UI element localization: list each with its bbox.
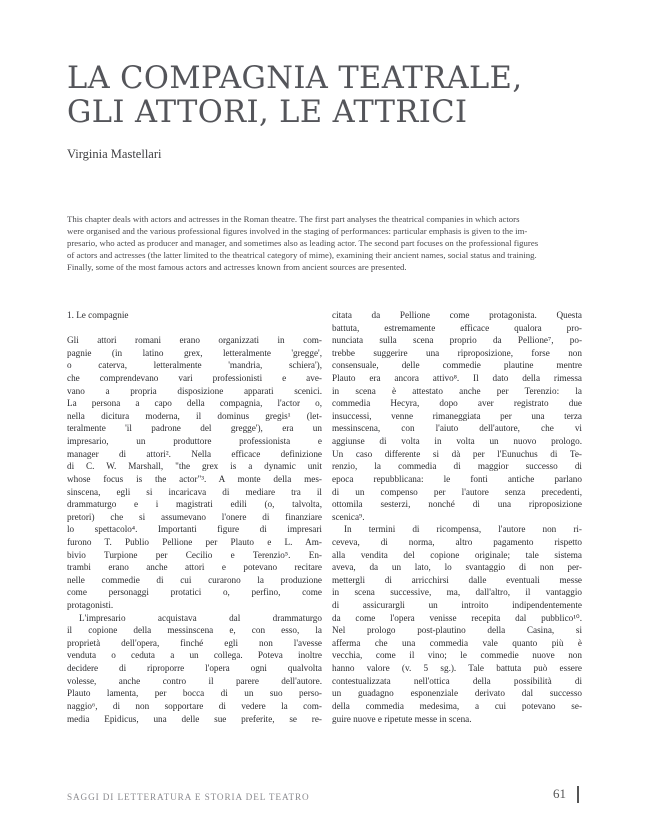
body-text-line: sinscena, egli si incaricava di mediare tra il [67,486,322,497]
body-text-line: afferma che una commedia vale quanto più è [332,637,582,648]
body-text-line: da come l'opera venisse recepita dal pubblico¹⁰. [332,612,582,623]
body-text-line: di un compenso per l'autore senza precedenti, [332,486,582,497]
chapter-title-line: LA COMPAGNIA TEATRALE, [67,61,523,96]
body-text-line: protagonisti. [67,600,114,611]
body-text-line: Nel prologo post-plautino della Casina, si [332,625,582,636]
footer-series-title: SAGGI DI LETTERATURA E STORIA DEL TEATRO [67,792,310,802]
abstract-line: presario, who acted as producer and manager, and sometimes also as leading actor. The second part focuses on the professional figures [67,238,539,249]
body-text-line: alla vendita del copione originale; tale sistema [332,549,582,560]
body-text-line: di C. W. Marshall, "the grex is a dynamic unit [67,461,322,472]
body-text-line: renzio, la commedia di maggior successo di [332,461,582,472]
body-text-line: Gli attori romani erano organizzati in com- [67,335,322,346]
body-text-line: ceveva, di norma, altro pagamento rispetto [332,536,582,547]
body-text-line: trebbe suggerire una riproposizione, forse non [332,347,582,358]
body-text-line: bivio Turpione per Cecilio e Terenzio⁵. En- [67,549,322,560]
body-text-line: pagnie (in latino grex, letteralmente 'gregge', [67,347,322,358]
body-text-line: whose focus is the actor"³. A monte della mes- [67,473,322,484]
page-number-rule [577,786,579,803]
body-text-line: nelle commedie di cui curarono la produzione [67,574,322,585]
body-text-line: Plauto era ancora attivo⁸. Il dato della rimessa [332,373,582,384]
body-text-line: Plauto lamenta, per bocca di un suo perso- [67,688,322,699]
body-text-line: di assicurargli un introito indipendentemente [332,600,582,611]
section-heading: 1. Le compagnie [67,310,129,320]
body-text-line: contestualizzata nell'ottica della possibilità di [332,675,582,686]
body-text-line: commedia Hecyra, dopo aver registrato due [332,398,582,409]
abstract-line: were organised and the various professional figures involved in the staging of performances: particular emphasis is given to the im- [67,226,528,237]
page-number: 61 [553,786,566,801]
body-text-line: un guadagno esponenziale derivato dal successo [332,688,582,699]
abstract-line: Finally, some of the most famous actors and actresses known from ancient sources are presented. [67,262,407,273]
body-text-line: venduta o ceduta a un collega. Poteva inoltre [67,650,322,661]
body-text-line: della commedia medesima, a cui potevano se- [332,700,582,711]
body-text-line: furono T. Publio Pellione per Plauto e L. Am- [67,536,322,547]
body-text-line: che comprendevano vari professionisti e ave- [67,373,322,384]
body-text-line: in scena successive, ma, dall'altro, il vantaggio [332,587,582,598]
body-text-line: guire nuove e ripetute messe in scena. [332,713,472,724]
body-text-line: consensuale, delle commedie plautine mentre [332,360,582,371]
body-text-line: o caterva, letteralmente 'mandria, schiera'), [67,360,322,371]
body-text-line: trambi erano anche attori e potevano recitare [67,562,322,573]
body-text-line: teralmente 'il padrone del gregge'), era un [67,423,322,434]
chapter-author: Virginia Mastellari [67,147,162,161]
body-text-line: come personaggi protatici o, perfino, come [67,587,322,598]
body-text-line: volesse, anche contro il parere dell'autore. [67,675,322,686]
body-text-line: messinscena, con l'aiuto dell'autore, che vi [332,423,582,434]
body-text-line: il copione della messinscena e, con esso, la [67,625,322,636]
body-text-line: vano a propria disposizione apparati scenici. [67,385,322,396]
body-text-line: battuta, estremamente efficace qualora pro- [332,322,582,333]
abstract-line: This chapter deals with actors and actresses in the Roman theatre. The first part analyses the theatrical companies in which actors [67,214,520,224]
body-text-line: mettergli di arricchirsi dalle eventuali messe [332,574,582,585]
body-text-line: insuccessi, venne rimaneggiata per una terza [332,410,582,421]
abstract-line: of actors and actresses (the latter limited to the theatrical category of mime), examining their ancient names, social status and training. [67,250,537,261]
body-text-line: citata da Pellione come protagonista. Questa [332,310,582,320]
chapter-title-line: GLI ATTORI, LE ATTRICI [67,95,468,130]
body-text-line: pretori) che si assumevano l'onere di finanziare [67,511,322,522]
body-text-line: nunciata sulla scena proprio da Pellione⁷, po- [332,335,582,346]
chapter-title [67,62,587,130]
body-text-line: in scena è attestato anche per Terenzio: la [332,385,582,396]
body-text-line: impresario, un produttore professionista e [67,436,322,447]
body-text-line: La persona a capo della compagnia, l'actor o, [67,398,322,409]
left-column [67,309,322,725]
body-text-line: drammaturgo e i magistrati edili (o, talvolta, [67,499,322,510]
body-text-line: aveva, da un lato, lo svantaggio di non per- [332,562,582,573]
body-text-line: lo spettacolo⁴. Importanti figure di impresari [67,524,322,535]
body-text-line: In termini di ricompensa, l'autore non ri- [344,524,582,535]
body-text-line: scenica⁹. [332,511,365,522]
body-text-line: aggiunse di volta in volta un nuovo prologo. [332,436,582,447]
body-text-line: epoca repubblicana: le fonti antiche parlano [332,473,582,484]
chapter-abstract [67,213,583,273]
body-text-line: Un caso differente si dà per l'Eunuchus di Te- [332,448,582,459]
body-text-line: nella dicitura moderna, il dominus gregis¹ (let- [67,410,322,421]
body-text-line: hanno valore (v. 5 sg.). Tale battuta può essere [332,663,582,674]
body-text-line: manager di attori². Nella efficace definizione [67,448,322,459]
body-text-line: vecchia, come il vino; le commedie nuove non [332,650,582,661]
right-column [332,309,582,725]
body-text-line: proprietà dell'opera, finché egli non l'avesse [67,637,322,648]
body-text-line: naggio⁶, di non sopportare di vedere la com- [67,700,322,711]
body-text-line: media Epidicus, una delle sue preferite, se re- [67,713,322,724]
body-text-line: ottomila sesterzi, nonché di una riproposizione [332,499,582,510]
body-text-line: decidere di riproporre l'opera ogni qualvolta [67,663,322,674]
body-text-line: L'impresario acquistava dal drammaturgo [79,612,322,623]
